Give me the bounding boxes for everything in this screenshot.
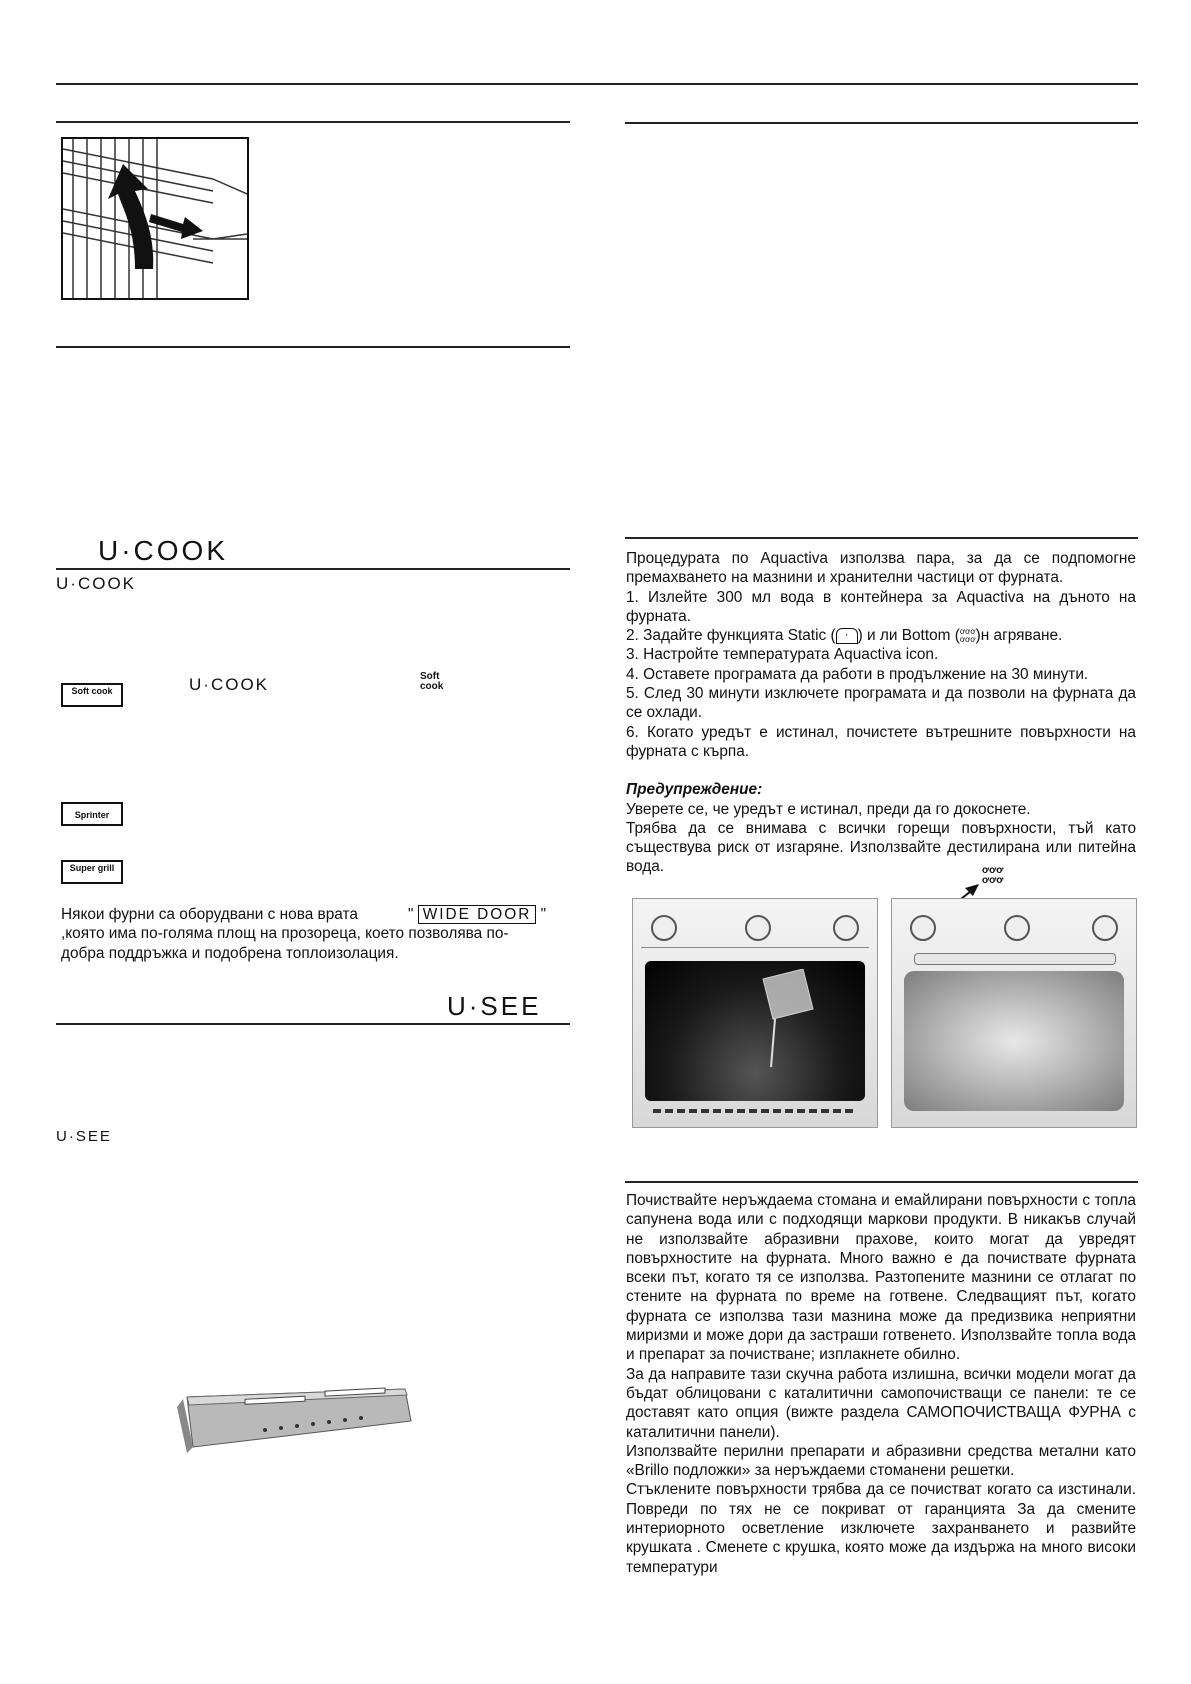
aquactiva-steam-icon: ơơơ ơơơ bbox=[982, 865, 1004, 886]
usee-logo: U·SEE bbox=[447, 991, 542, 1021]
softcook-inline-label: Soft cook bbox=[420, 671, 444, 692]
supergrill-icon bbox=[61, 860, 123, 884]
wide-door-line3: добра поддръжка и подобрена топлоизолация. bbox=[61, 944, 399, 962]
wide-door-paragraph: Някои фурни са оборудвани с нова врата " WIDE DOOR " ,която има по-голяма площ на прозореца, което позволява по- добра поддръжка и подобрена топлоизолация. bbox=[61, 905, 577, 963]
aquactiva-step-2 bbox=[626, 626, 1136, 645]
oven-steam-cleaning-image bbox=[891, 898, 1137, 1128]
ucook-logo: U·COOK bbox=[98, 535, 228, 566]
cleaning-paragraph-1: Почиствайте неръждаема стомана и емайлирани повърхности с топла сапунена вода или с подходящи маркови продукти. В никакъв случай не използвайте абразивни прахове, които могат да увредят повърхностите на фурната. Много важно е да почиствате фурната всеки път, когато тя се използва. Разтопените мазнини се отлагат по стените на фурната по време на готвене. Следващият път, когато фурната се използва тази мазнина може да предизвика неприятни миризми и може дори да застраши готвенето. Използвайте топла вода и препарат за почистване; изплакнете обилно. bbox=[626, 1192, 1136, 1364]
aquactiva-step-4: 4. Оставете програмата да работи в продължение на 30 минути. bbox=[626, 665, 1089, 683]
shelf-rack-drawing bbox=[63, 139, 247, 298]
softcook-icon bbox=[61, 683, 123, 707]
usee-logo-small: U·SEE bbox=[56, 1128, 112, 1145]
section-rule-right-top bbox=[625, 122, 1138, 124]
static-function-icon: · bbox=[836, 628, 858, 644]
section-rule-cleaning bbox=[625, 1181, 1138, 1183]
cleaning-paragraph-3: Използвайте перилни препарати и абразивни средства метални като «Brillo подложки» за неръждаеми стоманени решетки. bbox=[626, 1442, 1136, 1480]
header-rule bbox=[56, 83, 1138, 85]
ucook-logo-inline: U·COOK bbox=[189, 675, 269, 694]
step2-text-a: 2. Задайте функцията Static ( bbox=[626, 627, 836, 645]
shelf-guide-rail-image bbox=[175, 1385, 415, 1455]
cleaning-paragraph-4: Стъклените повърхности трябва да се почистват когато са изстинали. Повреди по тях не се покриват от гаранцията За да смените интериорното осветление изключете захранването и развийте крушката . Сменете с крушка, която може да издържа на много високи температури bbox=[626, 1481, 1136, 1576]
warning-line-2: Трябва да се внимава с всички горещи повърхности, тъй като съществува риск от изгаряне. Използвайте дестилирана или питейна вода. bbox=[626, 819, 1136, 876]
cleaning-paragraph-2: За да направите тази скучна работа излишна, всички модели могат да бъдат облицовани с каталитични самопочистващи се панели: те се доставят като опция (вижте раздела САМОПОЧИСТВАЩА ФУРНА с каталитични панели). bbox=[626, 1365, 1136, 1441]
cleaning-section bbox=[626, 1191, 1136, 1577]
aquactiva-section bbox=[626, 549, 1136, 877]
aquactiva-intro: Процедурата по Aquactiva използва пара, за да се подпомогне премахването на мазнини и хранителни частици от фурната. bbox=[626, 550, 1136, 587]
shelf-removal-illustration bbox=[61, 137, 249, 300]
aquactiva-step-3: 3. Настройте температурата Aquactiva icon. bbox=[626, 646, 939, 664]
wide-door-line2: ,която има по-голяма площ на прозореца, което позволява по- bbox=[61, 925, 509, 943]
bottom-heat-icon: ơơơ ơơơ bbox=[959, 627, 976, 645]
section-rule-2 bbox=[56, 346, 570, 348]
sprinter-icon bbox=[61, 802, 123, 826]
oven-filling-water-image bbox=[632, 898, 878, 1128]
aquactiva-step-1: 1. Излейте 300 мл вода в контейнера за Aquactiva на дъното на фурната. bbox=[626, 588, 1136, 625]
softcook-icon-label: Soft cook bbox=[71, 686, 113, 696]
aquactiva-step-5: 5. След 30 минути изключете програмата и да позволи на фурната да се охлади. bbox=[626, 685, 1136, 722]
sprinter-icon-label: Sprinter bbox=[74, 810, 110, 820]
step2-text-b: ) и ли Bottom ( bbox=[857, 627, 960, 645]
wide-door-label: WIDE DOOR bbox=[418, 905, 537, 924]
softcook-inline-icon bbox=[420, 672, 464, 692]
section-rule-shelf bbox=[56, 121, 570, 123]
section-rule-aquactiva bbox=[625, 537, 1138, 539]
section-rule-usee bbox=[56, 1023, 570, 1025]
warning-title: Предупреждение: bbox=[626, 781, 763, 799]
supergrill-icon-label: Super grill bbox=[69, 863, 115, 873]
section-rule-ucook bbox=[56, 568, 570, 570]
wide-door-intro: Някои фурни са оборудвани с нова врата bbox=[61, 906, 358, 923]
aquactiva-step-6: 6. Когато уредът е истинал, почистете вътрешните повърхности на фурната с кърпа. bbox=[626, 723, 1136, 760]
warning-line-1: Уверете се, че уредът е истинал, преди да го докоснете. bbox=[626, 800, 1031, 818]
ucook-logo-small: U·COOK bbox=[56, 574, 136, 593]
step2-text-c: )н агряване. bbox=[975, 627, 1063, 645]
